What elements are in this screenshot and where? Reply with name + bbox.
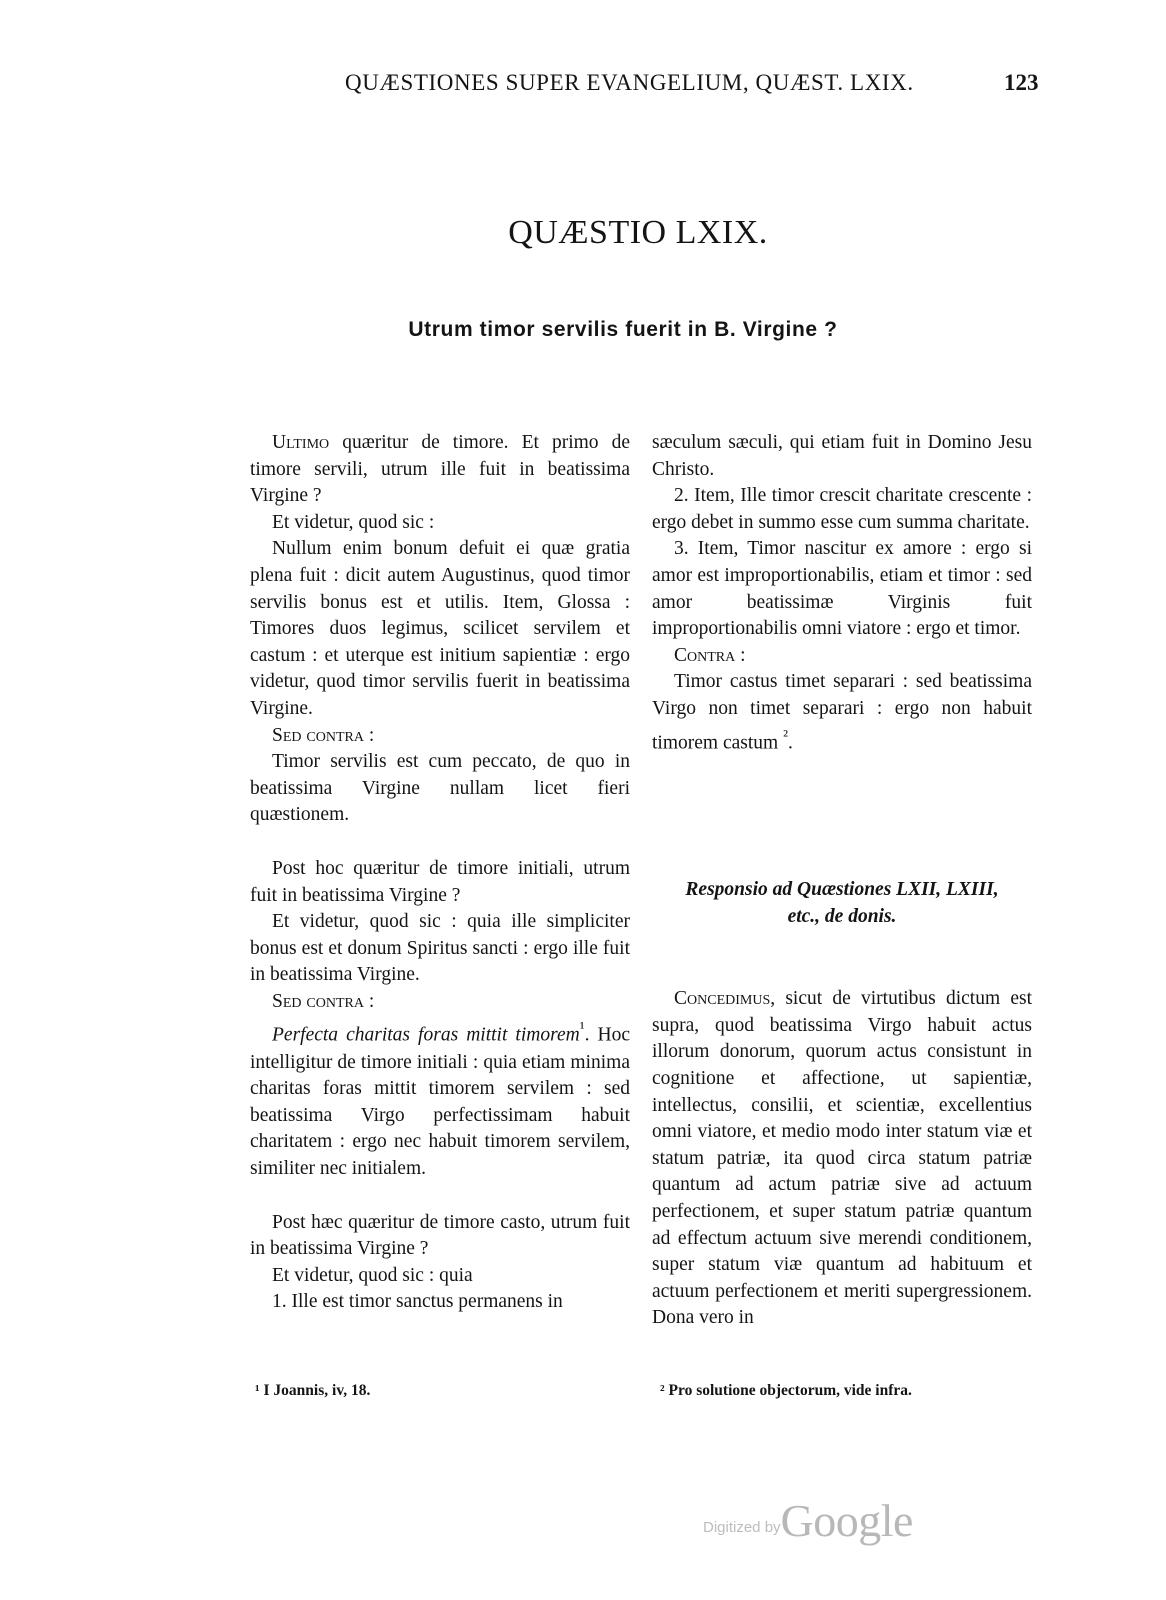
contra-heading: Contra : xyxy=(674,644,746,666)
paragraph-text: quæritur de timore. Et primo de timore servili, utrum ille fuit in beatissima Virgine ? xyxy=(250,432,631,507)
paragraph xyxy=(652,669,1032,756)
running-title: QUÆSTIONES SUPER EVANGELIUM, QUÆST. LXIX. xyxy=(345,70,914,95)
paragraph: Timor servilis est cum peccato, de quo in beatissima Virgine nullam licet fieri quæstionem. xyxy=(250,751,630,826)
paragraph xyxy=(250,430,630,510)
paragraph: 1. Ille est timor sanctus permanens in xyxy=(272,1291,563,1313)
question-title: QUÆSTIO LXIX. xyxy=(508,214,768,251)
sed-contra-heading: Sed contra : xyxy=(272,990,375,1012)
google-logo: Google xyxy=(780,1495,913,1546)
paragraph-text: Timor castus timet separari : sed beatissima Virgo non timet separari : ergo non habuit timorem castum xyxy=(652,671,1032,754)
footnote-ref: ² xyxy=(783,726,788,745)
responsio-heading-line2: etc., de donis. xyxy=(787,905,897,927)
right-column-responsio xyxy=(652,877,1032,1332)
paragraph: Post hæc quæritur de timore casto, utrum fuit in beatissima Virgine ? xyxy=(250,1211,630,1260)
watermark-prefix: Digitized by xyxy=(703,1519,781,1536)
footnote-right: ² Pro solutione objectorum, vide infra. xyxy=(660,1382,912,1399)
footnote-left: ¹ I Joannis, iv, 18. xyxy=(255,1382,371,1399)
initial-word: Concedimus xyxy=(674,988,771,1010)
paragraph xyxy=(652,986,1032,1332)
paragraph xyxy=(250,1015,630,1182)
paragraph-text: . Hoc intelligitur de timore initiali : quia etiam minima charitas foras mittit timorem servilem : sed beatissima Virgo perfectissimam habuit charitatem : ergo nec habuit timorem servilem, similiter nec initialem. xyxy=(250,1024,630,1179)
right-column-top xyxy=(652,430,1032,757)
paragraph: sæculum sæculi, qui etiam fuit in Domino Jesu Christo. xyxy=(652,432,1032,480)
question-subtitle: Utrum timor servilis fuerit in B. Virgine ? xyxy=(408,318,838,341)
digitized-watermark xyxy=(703,1494,913,1547)
footnote-ref: ¹ xyxy=(579,1019,585,1038)
paragraph: Nullum enim bonum defuit ei quæ gratia plena fuit : dicit autem Augustinus, quod timor servilis bonus est et utilis. Item, Glossa : Timores duos legimus, scilicet servilem et castum : et uterque est initium sapientiæ : ergo videtur, quod timor servilis fuerit in beatissima Virgine. xyxy=(250,538,630,719)
sed-contra-heading: Sed contra : xyxy=(272,724,375,746)
paragraph: Et videtur, quod sic : quia xyxy=(272,1264,473,1286)
paragraph: 3. Item, Timor nascitur ex amore : ergo si amor est improportionabilis, etiam et timor : sed amor beatissimæ Virginis fuit improportionabilis omni viatore : ergo et timor. xyxy=(652,538,1032,640)
initial-word: Ultimo xyxy=(272,432,330,453)
paragraph-text: , sicut de virtutibus dictum est supra, quod beatissima Virgo habuit actus illorum donorum, quorum actus consistunt in cognitione et affectione, ut sapientiæ, intellectus, consilii, et scientiæ, excellentius omni viatore, et medio modo inter statum viæ et statum patriæ, ita quod circa statum patriæ quantum ad actum patriæ sive ad actuum perfectionem, et super statum patriæ quantum ad effectum actuum sive merendi conditionem, super statum viæ quantum ad habituum et actuum perfectionem et meriti supergressionem. Dona vero in xyxy=(652,988,1032,1329)
paragraph-end: . xyxy=(787,732,793,754)
left-column xyxy=(250,430,630,1316)
paragraph: Post hoc quæritur de timore initiali, utrum fuit in beatissima Virgine ? xyxy=(250,857,630,906)
paragraph: 2. Item, Ille timor crescit charitate crescente : ergo debet in summo esse cum summa charitate. xyxy=(652,485,1032,533)
paragraph: Et videtur, quod sic : xyxy=(272,511,435,533)
paragraph: Et videtur, quod sic : quia ille simpliciter bonus est et donum Spiritus sancti : ergo ille fuit in beatissima Virgine. xyxy=(250,911,630,986)
scripture-quote: Perfecta charitas foras mittit timorem xyxy=(272,1024,580,1046)
page-number: 123 xyxy=(1004,70,1039,95)
responsio-heading-line1: Responsio ad Quæstiones LXII, LXIII, xyxy=(685,879,999,900)
